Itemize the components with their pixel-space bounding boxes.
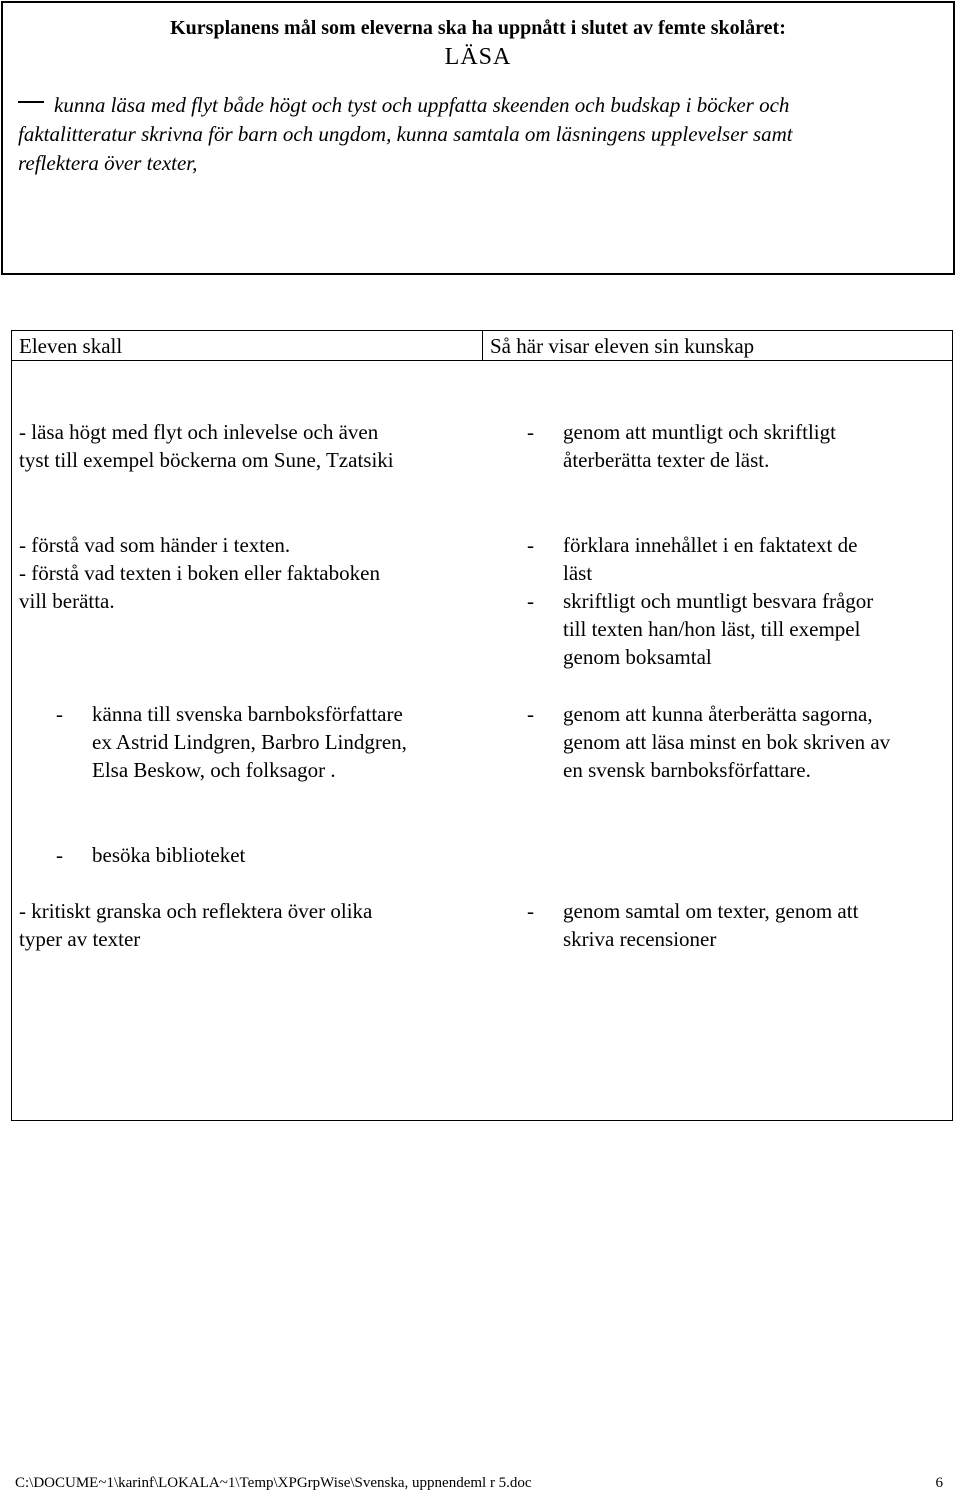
right-r2b-dash: - — [527, 589, 534, 613]
left-r3-l1: känna till svenska barnboksförfattare — [92, 702, 403, 726]
right-r2-l1: förklara innehållet i en faktatext de — [563, 533, 858, 557]
right-r3-dash: - — [527, 702, 534, 726]
left-r5-l1: - kritiskt granska och reflektera över olika — [19, 899, 373, 923]
goal-text — [18, 91, 938, 178]
right-r1-l1: genom att muntligt och skriftligt — [563, 420, 836, 444]
left-r3-l3: Elsa Beskow, och folksagor . — [92, 758, 336, 782]
right-r3-l3: en svensk barnboksförfattare. — [563, 758, 811, 782]
goal-box — [1, 1, 955, 275]
right-r1-l2: återberätta texter de läst. — [563, 448, 770, 472]
header-left: Eleven skall — [19, 334, 123, 358]
right-r5-l2: skriva recensioner — [563, 927, 717, 951]
left-r2-l1: - förstå vad som händer i texten. — [19, 533, 291, 557]
right-r2-dash: - — [527, 533, 534, 557]
right-r5-dash: - — [527, 899, 534, 923]
right-r1-dash: - — [527, 420, 534, 444]
goal-subject: LÄSA — [444, 44, 512, 70]
right-r2b-l1: skriftligt och muntligt besvara frågor — [563, 589, 874, 613]
left-r2-l2: - förstå vad texten i boken eller faktaboken — [19, 561, 380, 585]
left-r3-l2: ex Astrid Lindgren, Barbro Lindgren, — [92, 730, 407, 754]
right-r2-l2: läst — [563, 561, 593, 585]
goal-text-line1: kunna läsa med flyt både högt och tyst och uppfatta skeenden och budskap i böcker och — [54, 93, 790, 117]
goal-text-line2: faktalitteratur skrivna för barn och ungdom, kunna samtala om läsningens upplevelser samt — [18, 122, 793, 146]
dash-bullet — [18, 101, 44, 103]
goal-text-line3: reflektera över texter, — [18, 151, 198, 175]
left-r3-dash: - — [56, 702, 63, 726]
goal-text-line — [18, 91, 938, 120]
right-r5-l1: genom samtal om texter, genom att — [563, 899, 859, 923]
right-r2b-l3: genom boksamtal — [563, 645, 712, 669]
footer-file-path: C:\DOCUME~1\karinf\LOKALA~1\Temp\XPGrpWise\Svenska, uppnendeml r 5.doc — [15, 1475, 532, 1491]
goal-heading: Kursplanens mål som eleverna ska ha uppnått i slutet av femte skolåret: — [170, 17, 786, 39]
left-r2-l3: vill berätta. — [19, 589, 115, 613]
right-r2b-l2: till texten han/hon läst, till exempel — [563, 617, 861, 641]
left-r4-l1: besöka biblioteket — [92, 843, 246, 867]
left-r4-dash: - — [56, 843, 63, 867]
header-right: Så här visar eleven sin kunskap — [490, 334, 755, 358]
right-r3-l1: genom att kunna återberätta sagorna, — [563, 702, 873, 726]
right-r3-l2: genom att läsa minst en bok skriven av — [563, 730, 891, 754]
left-r1-l2: tyst till exempel böckerna om Sune, Tzatsiki — [19, 448, 394, 472]
column-divider — [482, 331, 483, 361]
page-number: 6 — [935, 1475, 943, 1491]
left-r1-l1: - läsa högt med flyt och inlevelse och även — [19, 420, 379, 444]
criteria-table — [11, 330, 953, 1121]
left-r5-l2: typer av texter — [19, 927, 141, 951]
